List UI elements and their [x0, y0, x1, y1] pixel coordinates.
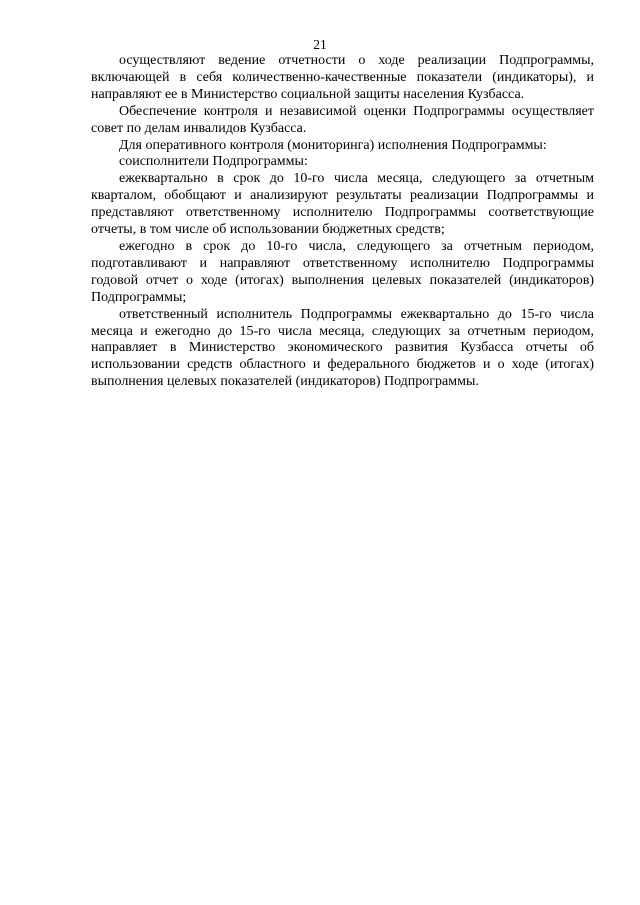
page-number: 21: [313, 37, 327, 52]
paragraph-responsible-executor: ответственный исполнитель Подпрограммы ежеквартально до 15-го числа месяца и ежегодно до 15-го числа месяца, следующих за отчетным периодом, направляет в Министерство экономического развития Кузбасса отчеты об использовании средств областного и федерального бюджетов и о ходе (итогах) выполнения целевых показателей (индикаторов) Подпрограммы.: [91, 306, 594, 390]
paragraph-monitoring-intro: Для оперативного контроля (мониторинга) исполнения Подпрограммы:: [119, 137, 547, 153]
paragraph-reporting: осуществляют ведение отчетности о ходе реализации Подпрограммы, включающей в себя количественно-качественные показатели (индикаторы), и направляют ее в Министерство социальной защиты населения Кузбасса.: [91, 53, 594, 102]
page-body: [91, 53, 594, 391]
paragraph-quarterly-reports: ежеквартально в срок до 10-го числа месяца, следующего за отчетным кварталом, обобщают и анализируют результаты реализации Подпрограммы и представляют ответственному исполнителю Подпрограммы соответствующие отчеты, в том числе об использовании бюджетных средств;: [91, 171, 594, 238]
paragraph-annual-report: ежегодно в срок до 10-го числа, следующего за отчетным периодом, подготавливают и направляют ответственному исполнителю Подпрограммы годовой отчет о ходе (итогах) выполнения целевых показателей (индикаторов) Подпрограммы;: [91, 238, 594, 305]
paragraph-coexecutors: соисполнители Подпрограммы:: [119, 154, 308, 170]
paragraph-oversight: Обеспечение контроля и независимой оценки Подпрограммы осуществляет совет по делам инвалидов Кузбасса.: [91, 103, 594, 136]
